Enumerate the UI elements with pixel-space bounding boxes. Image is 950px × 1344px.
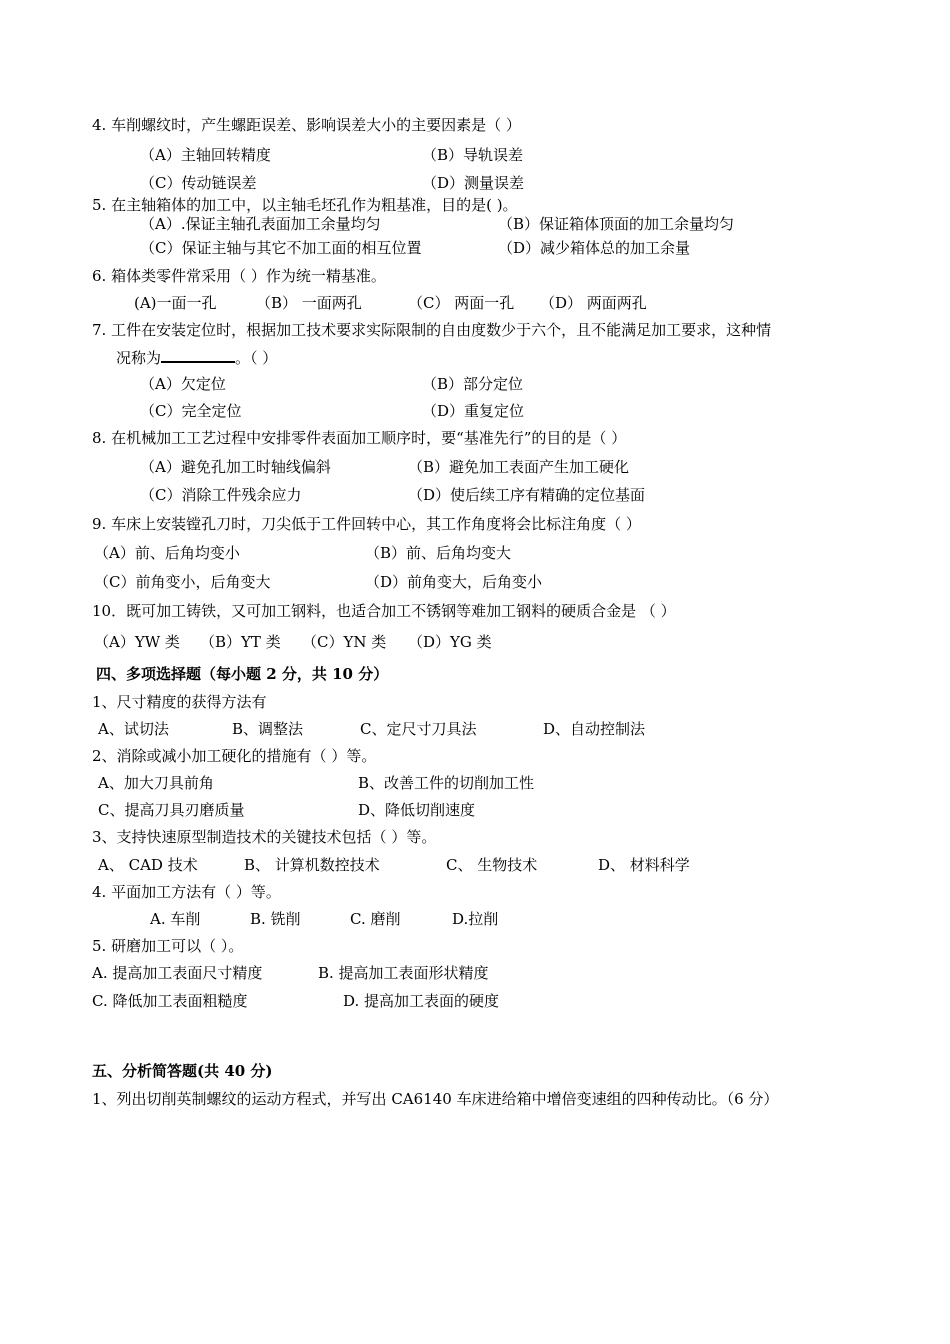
s4-q5-option-c: C. 降低加工表面粗糙度 bbox=[92, 992, 248, 1010]
section-4-title: 四、多项选择题（每小题 2 分，共 10 分） bbox=[96, 665, 389, 683]
q8-option-a: （A）避免孔加工时轴线偏斜 bbox=[140, 458, 331, 476]
s5-question-1: 1、列出切削英制螺纹的运动方程式，并写出 CA6140 车床进给箱中增倍变速组的四种传动比。（6 分） bbox=[92, 1090, 779, 1108]
s4-question-3-stem: 3、支持快速原型制造技术的关键技术包括（ ）等。 bbox=[92, 828, 437, 846]
q7-option-b: （B）部分定位 bbox=[422, 375, 524, 393]
q6-option-a: (A)一面一孔 bbox=[134, 294, 217, 312]
q8-option-d: （D）使后续工序有精确的定位基面 bbox=[408, 486, 646, 504]
s4-question-5-stem: 5. 研磨加工可以（ ）。 bbox=[92, 937, 244, 955]
s4-q2-option-b: B、改善工件的切削加工性 bbox=[358, 774, 535, 792]
q4-option-c: （C）传动链误差 bbox=[140, 174, 257, 192]
s4-q1-option-b: B、调整法 bbox=[232, 720, 304, 738]
q8-option-b: （B）避免加工表面产生加工硬化 bbox=[408, 458, 630, 476]
question-7-stem-line1: 7. 工件在安装定位时，根据加工技术要求实际限制的自由度数少于六个，且不能满足加工要求，这种情 bbox=[92, 321, 772, 339]
s4-q2-option-c: C、提高刀具刃磨质量 bbox=[98, 801, 245, 819]
q5-option-d: （D）减少箱体总的加工余量 bbox=[498, 239, 691, 257]
q6-option-c: （C） 两面一孔 bbox=[408, 294, 515, 312]
q8-option-c: （C）消除工件残余应力 bbox=[140, 486, 302, 504]
q7-option-a: （A）欠定位 bbox=[140, 375, 226, 393]
q10-option-a: （A）YW 类 bbox=[94, 633, 180, 651]
q4-option-a: （A）主轴回转精度 bbox=[140, 146, 271, 164]
s4-q1-option-a: A、试切法 bbox=[98, 720, 169, 738]
s4-q4-option-b: B. 铣削 bbox=[250, 910, 301, 928]
q4-option-d: （D）测量误差 bbox=[422, 174, 525, 192]
question-9-stem: 9. 车床上安装镗孔刀时，刀尖低于工件回转中心，其工作角度将会比标注角度（ ） bbox=[92, 515, 641, 533]
q9-option-d: （D）前角变大，后角变小 bbox=[365, 573, 543, 591]
q5-option-c: （C）保证主轴与其它不加工面的相互位置 bbox=[140, 239, 422, 257]
q4-option-b: （B）导轨误差 bbox=[422, 146, 524, 164]
q6-option-d: （D） 两面两孔 bbox=[540, 294, 647, 312]
q10-option-c: （C）YN 类 bbox=[302, 633, 387, 651]
s4-q3-option-a: A、 CAD 技术 bbox=[98, 856, 198, 874]
s4-q3-option-d: D、 材料科学 bbox=[598, 856, 690, 874]
q9-option-b: （B）前、后角均变大 bbox=[365, 544, 512, 562]
s4-q5-option-b: B. 提高加工表面形状精度 bbox=[318, 964, 489, 982]
s4-q4-option-d: D.拉削 bbox=[452, 910, 499, 928]
s4-q2-option-a: A、加大刀具前角 bbox=[98, 774, 214, 792]
s4-q1-option-d: D、自动控制法 bbox=[543, 720, 646, 738]
q7-option-d: （D）重复定位 bbox=[422, 402, 525, 420]
q7-stem-prefix: 况称为 bbox=[116, 349, 162, 367]
q9-option-a: （A）前、后角均变小 bbox=[94, 544, 240, 562]
question-5-stem: 5. 在主轴箱体的加工中，以主轴毛坯孔作为粗基准，目的是( )。 bbox=[92, 196, 518, 214]
q7-stem-suffix: 。（ ） bbox=[235, 349, 278, 367]
question-8-stem: 8. 在机械加工工艺过程中安排零件表面加工顺序时，要“基准先行”的目的是（ ） bbox=[92, 429, 627, 447]
section-5-title: 五、分析简答题(共 40 分) bbox=[92, 1062, 273, 1080]
q5-option-b: （B）保证箱体顶面的加工余量均匀 bbox=[498, 215, 735, 233]
q7-answer-blank bbox=[161, 347, 235, 363]
s4-q3-option-b: B、 计算机数控技术 bbox=[244, 856, 380, 874]
s4-question-1-stem: 1、尺寸精度的获得方法有 bbox=[92, 693, 267, 711]
question-7-stem-line2 bbox=[116, 347, 277, 368]
q9-option-c: （C）前角变小，后角变大 bbox=[94, 573, 271, 591]
s4-question-4-stem: 4. 平面加工方法有（ ）等。 bbox=[92, 883, 281, 901]
question-10-stem: 10．既可加工铸铁，又可加工钢料，也适合加工不锈钢等难加工钢料的硬质合金是 （ ） bbox=[92, 602, 676, 620]
q10-option-d: （D）YG 类 bbox=[408, 633, 492, 651]
s4-q5-option-a: A. 提高加工表面尺寸精度 bbox=[92, 964, 263, 982]
s4-q4-option-a: A. 车削 bbox=[150, 910, 201, 928]
question-4-stem: 4. 车削螺纹时，产生螺距误差、影响误差大小的主要因素是（ ） bbox=[92, 116, 521, 134]
s4-question-2-stem: 2、消除或减小加工硬化的措施有（ ）等。 bbox=[92, 747, 377, 765]
s4-q5-option-d: D. 提高加工表面的硬度 bbox=[343, 992, 500, 1010]
q5-option-a: （A）.保证主轴孔表面加工余量均匀 bbox=[140, 215, 381, 233]
s4-q2-option-d: D、降低切削速度 bbox=[358, 801, 476, 819]
q10-option-b: （B）YT 类 bbox=[200, 633, 281, 651]
q6-option-b: （B） 一面两孔 bbox=[256, 294, 362, 312]
s4-q1-option-c: C、定尺寸刀具法 bbox=[360, 720, 477, 738]
s4-q4-option-c: C. 磨削 bbox=[350, 910, 401, 928]
q7-option-c: （C）完全定位 bbox=[140, 402, 242, 420]
s4-q3-option-c: C、 生物技术 bbox=[446, 856, 538, 874]
question-6-stem: 6. 箱体类零件常采用（ ）作为统一精基准。 bbox=[92, 267, 386, 285]
